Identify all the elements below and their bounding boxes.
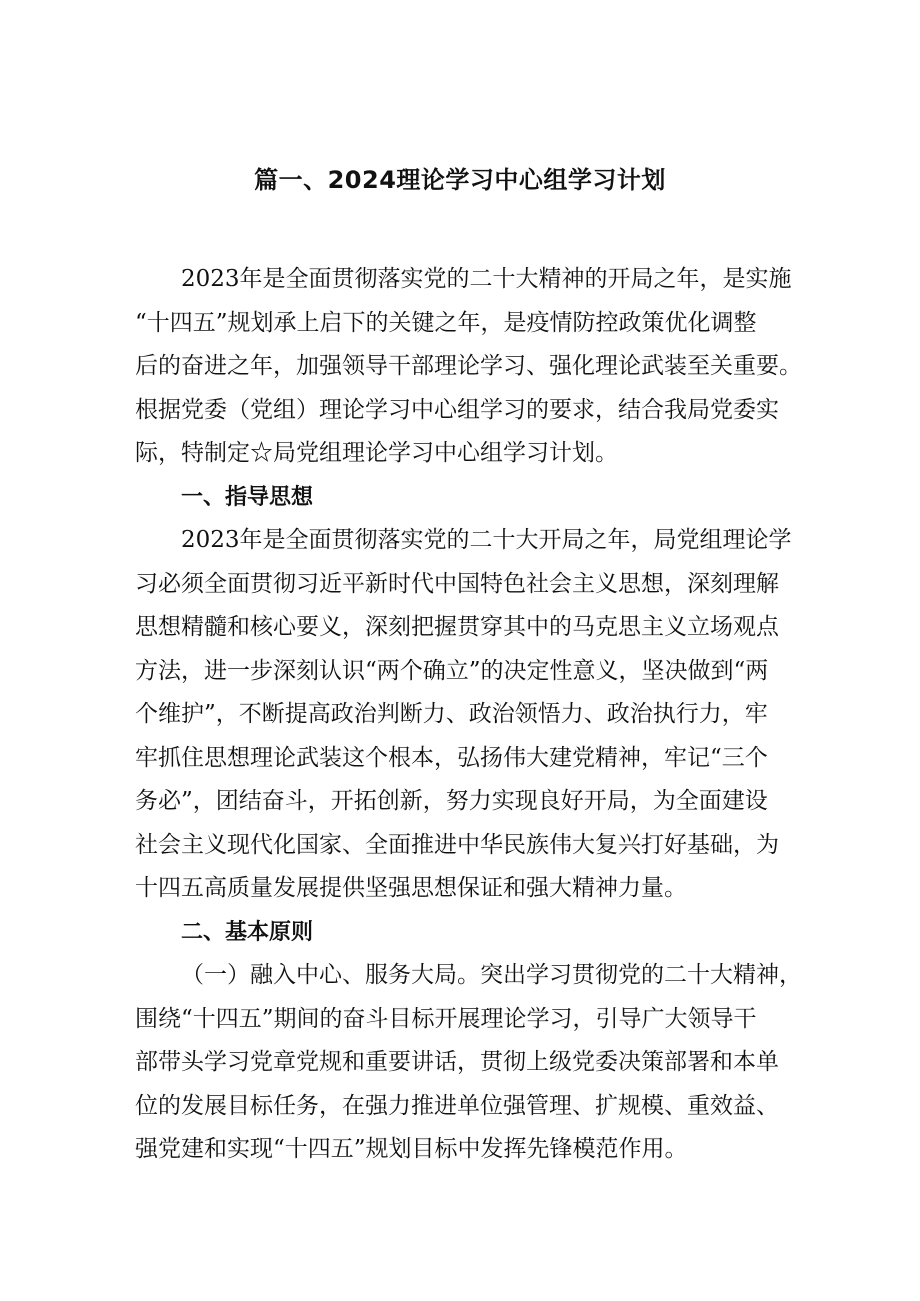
section-heading-guiding-ideology: 一、指导思想 xyxy=(181,484,314,510)
text-line: 强党建和实现“十四五”规划目标中发挥先锋模范作用。 xyxy=(135,1136,688,1162)
text-line: 部带头学习党章党规和重要讲话，贯彻上级党委决策部署和本单 xyxy=(135,1049,779,1075)
document-title: 篇一、2024理论学习中心组学习计划 xyxy=(254,166,666,194)
basic-principles-paragraph xyxy=(135,954,802,1172)
section-heading-basic-principles: 二、基本原则 xyxy=(181,919,314,945)
text-line: 位的发展目标任务，在强力推进单位强管理、扩规模、重效益、 xyxy=(135,1092,779,1119)
text-line: 个维护”，不断提高政治判断力、政治领悟力、政治执行力，牢 xyxy=(135,701,768,727)
intro-paragraph xyxy=(135,258,802,476)
text-line: 2023年是全面贯彻落实党的二十大开局之年，局党组理论学 xyxy=(181,527,792,553)
guiding-ideology-paragraph xyxy=(135,519,799,911)
text-line: 际，特制定☆局党组理论学习中心组学习计划。 xyxy=(135,440,618,466)
text-line: 十四五高质量发展提供坚强思想保证和强大精神力量。 xyxy=(135,875,687,901)
text-line: “十四五”规划承上启下的关键之年，是疫情防控政策优化调整 xyxy=(135,309,757,336)
document-body xyxy=(135,258,802,1172)
text-line: 思想精髓和核心要义，深刻把握贯穿其中的马克思主义立场观点 xyxy=(135,614,779,640)
text-line: 习必须全面贯彻习近平新时代中国特色社会主义思想，深刻理解 xyxy=(135,570,779,597)
text-line: 方法，进一步深刻认识“两个确立”的决定性意义，坚决做到“两 xyxy=(135,657,769,684)
text-line: 后的奋进之年，加强领导干部理论学习、强化理论武装至关重要。 xyxy=(135,353,802,379)
text-line: 2023年是全面贯彻落实党的二十大精神的开局之年，是实施 xyxy=(181,266,792,292)
text-line: （一）融入中心、服务大局。突出学习贯彻党的二十大精神， xyxy=(181,962,802,988)
text-line: 务必”，团结奋斗，开拓创新，努力实现良好开局，为全面建设 xyxy=(135,788,768,814)
text-line: 社会主义现代化国家、全面推进中华民族伟大复兴打好基础，为 xyxy=(135,831,779,858)
text-line: 根据党委（党组）理论学习中心组学习的要求，结合我局党委实 xyxy=(135,396,779,423)
text-line: 围绕“十四五”期间的奋斗目标开展理论学习，引导广大领导干 xyxy=(135,1005,757,1032)
text-line: 牢抓住思想理论武装这个根本，弘扬伟大建党精神，牢记“三个 xyxy=(135,744,768,771)
